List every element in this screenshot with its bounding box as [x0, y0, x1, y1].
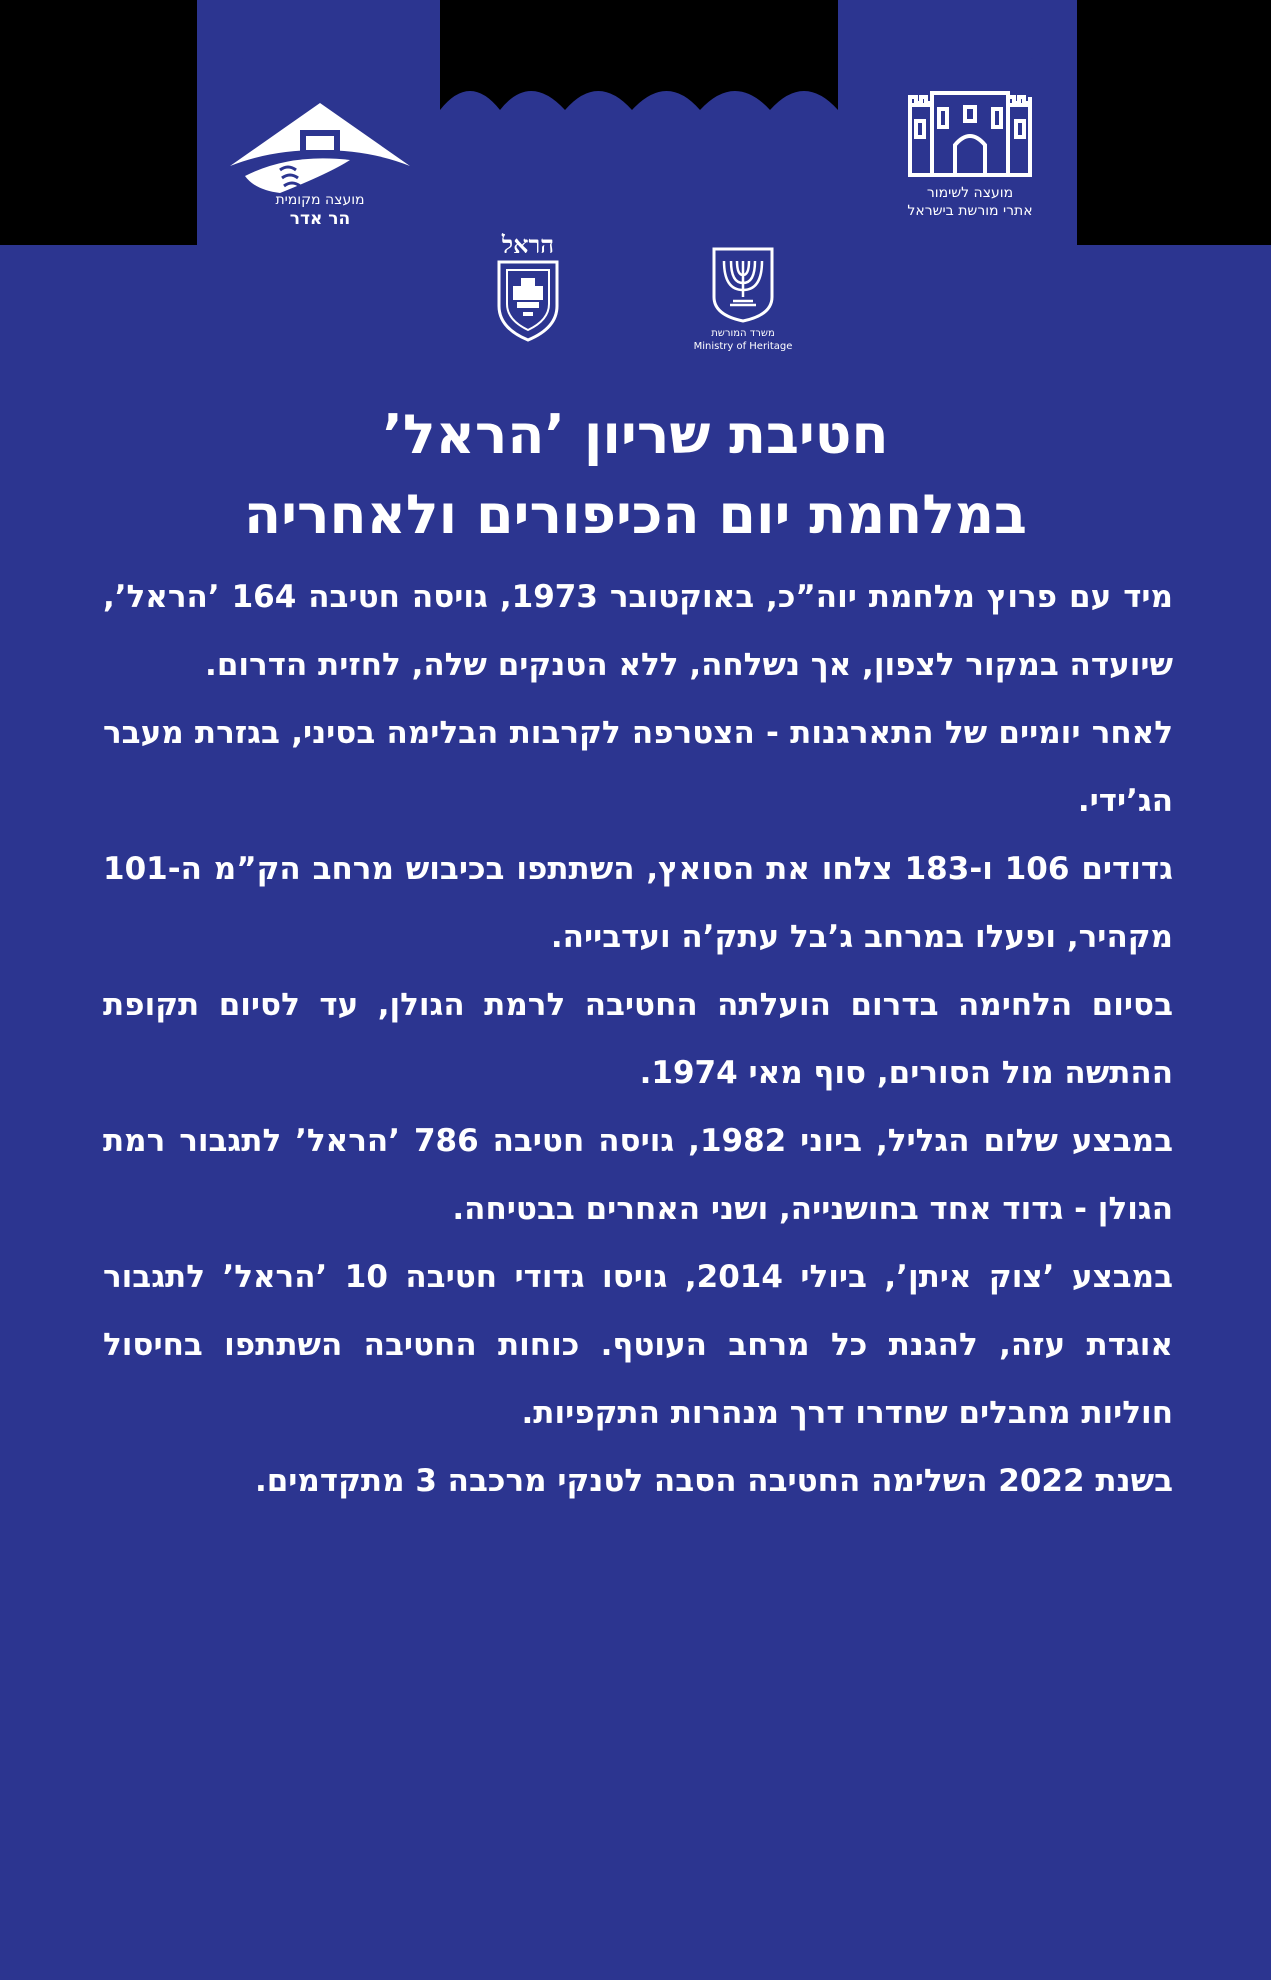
- paragraph: בשנת 2022 השלימה החטיבה הסבה לטנקי מרכבה 3 מתקדמים.: [254, 1463, 1173, 1499]
- paragraph: במבצע ’צוק איתן’, ביולי 2014, גויסו גדודי חטיבה 10 ’הראל’ לתגבור אוגדת עזה, להגנת כל מרחב העוטף. כוחות החטיבה השתתפו בחיסול חוליות מחבלים שחדרו דרך מנהרות התקפיות.: [103, 1259, 1173, 1431]
- hilltop-house-icon: [220, 98, 420, 193]
- harel-shield-icon: [495, 258, 561, 342]
- ministry-line1: משרד המורשת: [711, 328, 775, 339]
- paragraph: גדודים 106 ו-183 צלחו את הסואץ, השתתפו בכיבוש מרחב הק”מ ה-101 מקהיר, ופעלו במרחב ג’בל עתק’ה ועדבייה.: [103, 851, 1173, 955]
- sign-body: [103, 563, 1173, 1515]
- ministry-line2: Ministry of Heritage: [693, 341, 793, 352]
- heritage-council-line1: מועצה לשימור: [926, 185, 1014, 201]
- fortress-gate-icon: [905, 85, 1035, 180]
- har-adar-logo: [215, 98, 425, 229]
- title-line1: חטיבת שריון ’הראל’: [382, 403, 889, 466]
- sign-title: [120, 395, 1151, 555]
- har-adar-line1: מועצה מקומית: [275, 192, 365, 208]
- harel-brigade-logo: [478, 232, 578, 346]
- paragraph: לאחר יומיים של התארגנות - הצטרפה לקרבות הבלימה בסיני, בגזרת מעבר הג’ידי.: [103, 715, 1173, 819]
- heritage-council-line2: אתרי מורשת בישראל: [907, 203, 1033, 219]
- menorah-emblem-icon: [708, 245, 778, 323]
- heritage-council-logo: [860, 85, 1080, 220]
- paragraph: מיד עם פרוץ מלחמת יוה”כ, באוקטובר 1973, גויסה חטיבה 164 ’הראל’, שיועדה במקור לצפון, אך נשלחה, ללא הטנקים שלה, לחזית הדרום.: [103, 579, 1173, 683]
- har-adar-line2: הר אדר: [289, 209, 351, 229]
- title-line2: במלחמת יום הכיפורים ולאחריה: [244, 483, 1027, 546]
- harel-name: הראל: [501, 230, 555, 259]
- paragraph: בסיום הלחימה בדרום הועלתה החטיבה לרמת הגולן, עד לסיום תקופת ההתשה מול הסורים, סוף מאי 1974.: [103, 987, 1173, 1091]
- paragraph: במבצע שלום הגליל, ביוני 1982, גויסה חטיבה 786 ’הראל’ לתגבור רמת הגולן - גדוד אחד בחושנייה, ושני האחרים בבטיחה.: [103, 1123, 1174, 1227]
- ministry-of-heritage-logo: [688, 245, 798, 353]
